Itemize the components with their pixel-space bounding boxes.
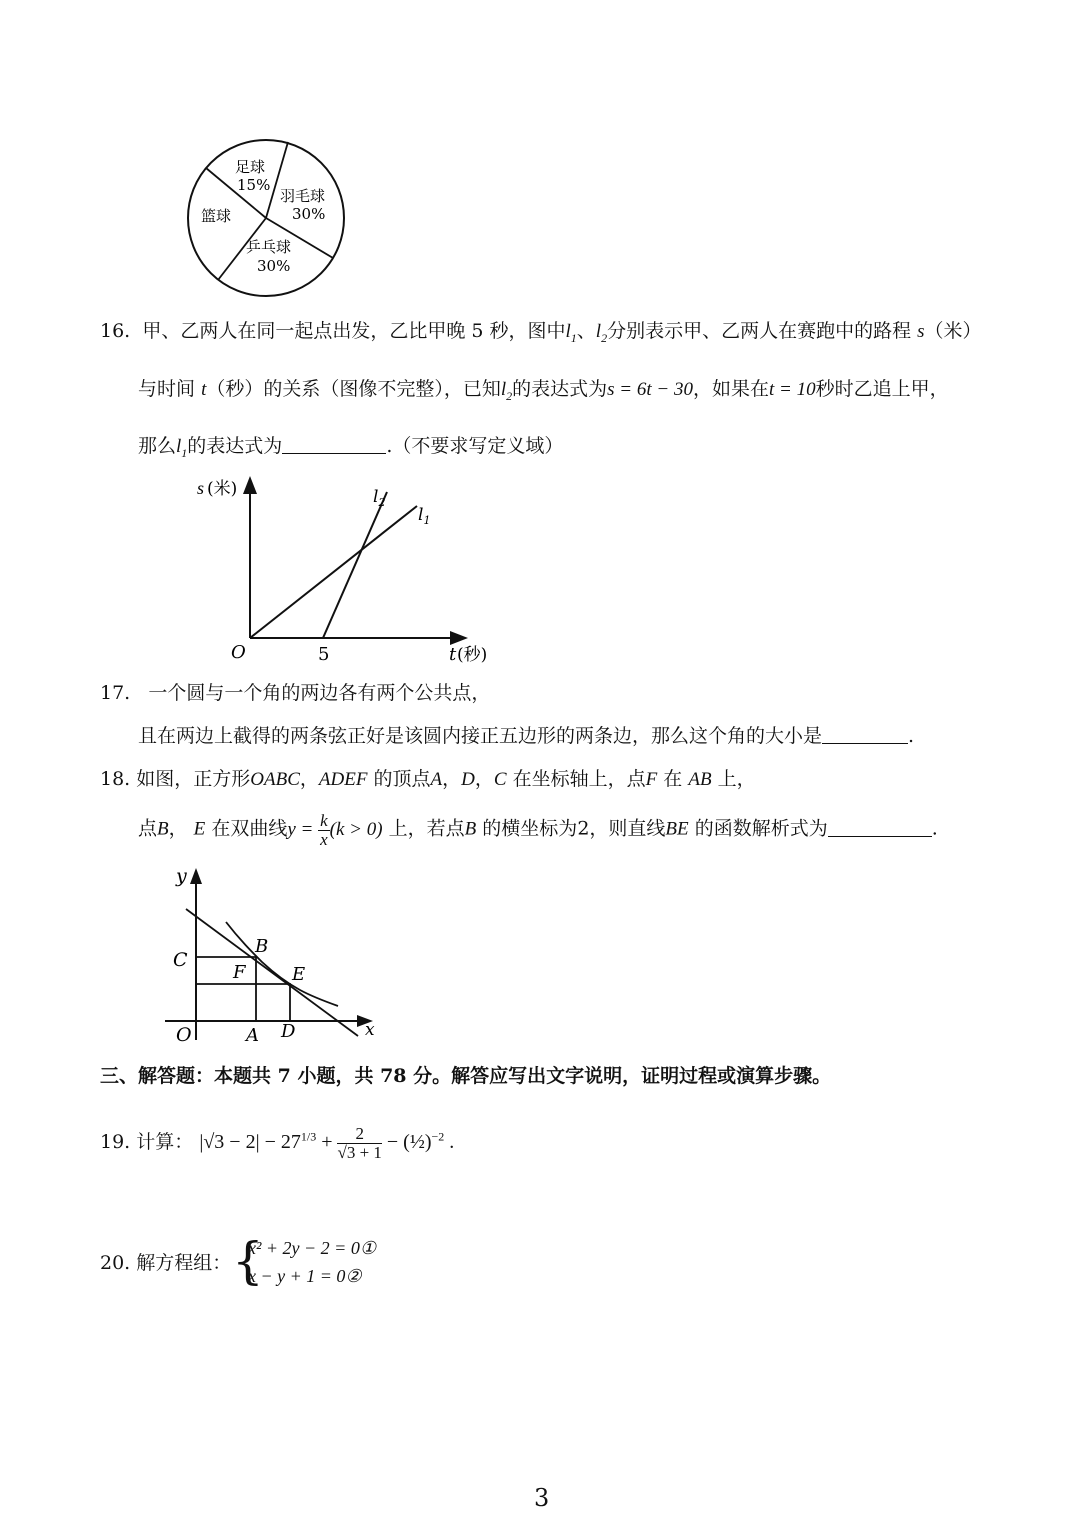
q16-text1: 甲、乙两人在同一起点出发，乙比甲晚 5 秒，图中 — [142, 320, 566, 342]
q16-graph-xlabel: (秒) — [457, 645, 488, 665]
q16-answer-blank[interactable] — [282, 436, 386, 454]
q18-y-arrow — [190, 868, 202, 884]
q18-text1d: 在坐标轴上，点 — [512, 768, 646, 790]
q16-graph-s: s — [197, 478, 205, 498]
page-number: 3 — [534, 1484, 550, 1512]
q16-graph-ylabel: (米) — [207, 479, 238, 499]
q17-number: 17. — [100, 682, 131, 704]
q16-text2c: 的表达式为 — [512, 378, 608, 400]
q20-eq2: x − y + 1 = 0② — [248, 1266, 362, 1286]
q19-expression: $|√3 - 2| - 27^{1/3}$ + $\frac{2}{√3 + 1}$ − (½)$^{-2}$ . — [199, 1124, 455, 1162]
pie-label-basketball: 篮球 — [201, 207, 232, 225]
q20-line — [100, 1252, 231, 1275]
q18-line2: 点B， E 在双曲线y = $\frac{k}{x}$ (k > 0) 上，若点B 的横坐标为2，则直线BE 的函数解析式为 . — [138, 811, 938, 849]
q18-square-oabc — [196, 957, 256, 1021]
q16-line3 — [138, 435, 563, 460]
pie-pct-badminton: 30% — [292, 205, 326, 223]
q18-text2b: 在双曲线 — [211, 817, 288, 840]
q16-x-arrow — [450, 631, 468, 645]
pie-label-football: 足球 — [235, 158, 266, 176]
q16-graph-t: t — [449, 644, 457, 665]
q18-oabc: OABC — [250, 769, 300, 790]
q18-text1a: 如图，正方形 — [136, 768, 251, 790]
q18-pt-b2: B — [464, 818, 477, 840]
q16-line1: 16. 甲、乙两人在同一起点出发，乙比甲晚 5 秒，图中$l_1$、$l_2$分别表示甲、乙两人在赛跑中的路程 s（米） — [100, 320, 982, 345]
q19-label: 19. 计算： — [100, 1130, 194, 1153]
q18-label-y: y — [176, 865, 187, 887]
q16-text2a: 与时间 — [138, 378, 196, 400]
q18-label-f: F — [233, 962, 246, 983]
q16-line-l1 — [250, 506, 417, 638]
q18-text1b: ， — [299, 768, 319, 790]
q16-l1: $l_1$ — [565, 321, 577, 345]
pie-pct-pingpong: 30% — [257, 257, 291, 275]
q19-line — [100, 1125, 454, 1162]
q17-answer-blank[interactable] — [822, 726, 908, 744]
q18-label-a: A — [246, 1025, 259, 1046]
q18-label-b: B — [255, 936, 269, 957]
q18-pt-f: F — [645, 769, 658, 790]
q18-text2c: 上，若点 — [388, 817, 465, 840]
q16-expr: s = 6t − 30 — [607, 379, 693, 400]
q16-text2e: 秒时乙追上甲， — [815, 378, 949, 400]
pie-pct-football: 15% — [237, 176, 271, 194]
q16-text1c: （米） — [924, 320, 982, 342]
q17-line2 — [138, 725, 914, 748]
q18-be: BE — [665, 818, 689, 840]
q16-text2b: （秒）的关系（图像不完整），已知 — [206, 378, 501, 400]
q18-graph — [160, 860, 400, 1050]
pie-label-pingpong: 乒乓球 — [246, 238, 292, 256]
q16-graph-label-l1: $l_1$ — [418, 505, 431, 527]
q18-label-c: C — [173, 949, 188, 971]
q18-text1c: 的顶点 — [373, 768, 431, 790]
q16-text3c: .（不要求写定义域） — [386, 435, 564, 457]
q18-square-adef — [196, 984, 290, 1021]
q18-label-d: D — [281, 1021, 296, 1042]
q18-pt-a: A — [430, 769, 443, 790]
q16-graph-origin: O — [231, 642, 246, 663]
q18-line1: 18. 如图，正方形OABC，ADEF 的顶点A，D，C 在坐标轴上，点F 在 AB 上， — [100, 768, 756, 790]
q16-line2 — [138, 378, 949, 403]
q16-graph — [185, 470, 505, 670]
q16-t: t — [201, 379, 207, 400]
q18-end: . — [931, 817, 938, 840]
q18-adef: ADEF — [318, 769, 368, 790]
section3-heading: 三、解答题：本题共 7 小题，共 78 分。解答应写出文字说明，证明过程或演算步骤。 — [100, 1065, 832, 1087]
q16-number: 16. — [100, 320, 131, 342]
q16-text1b: 分别表示甲、乙两人在赛跑中的路程 — [607, 320, 912, 342]
q18-label-e: E — [292, 964, 306, 985]
q16-l2: $l_2$ — [595, 321, 608, 345]
q18-text2f: 的函数解析式为 — [694, 817, 828, 840]
q16-text2d: ，如果在 — [692, 378, 769, 400]
q18-label-x: x — [365, 1020, 375, 1040]
q18-line-be — [186, 909, 358, 1036]
q16-l1b: $l_1$ — [176, 436, 188, 460]
q18-pt-e: E — [193, 818, 206, 840]
q18-text2d: 的横坐标为 — [482, 817, 578, 840]
q18-text2e: ，则直线 — [589, 817, 666, 840]
q18-hyperbola: y = $\frac{k}{x}$ (k > 0) — [287, 811, 383, 849]
q16-text3b: 的表达式为 — [187, 435, 283, 457]
q18-text2a: 点 — [138, 817, 158, 840]
q18-number: 18. — [100, 768, 131, 790]
q17-text1: 一个圆与一个角的两边各有两个公共点， — [148, 682, 491, 704]
q18-two: 2 — [577, 817, 590, 840]
q18-answer-blank[interactable] — [828, 819, 932, 837]
q16-graph-label-l2: $l_2$ — [373, 487, 386, 509]
q16-cond: t = 10 — [769, 379, 816, 400]
pie-label-badminton: 羽毛球 — [280, 187, 326, 205]
q18-text1e: 在 — [663, 768, 683, 790]
q18-label-o: O — [176, 1024, 192, 1046]
q18-ab: AB — [688, 769, 712, 790]
q16-s: s — [917, 321, 925, 342]
q16-y-arrow — [243, 476, 257, 494]
q16-line-l2 — [323, 492, 387, 638]
q17-line1 — [100, 682, 490, 705]
q18-pt-b: B — [157, 818, 169, 840]
q16-text3a: 那么 — [138, 435, 177, 457]
q18-pt-d: D — [461, 769, 475, 790]
q20-brace: { — [232, 1232, 264, 1290]
q20-label: 20. 解方程组： — [100, 1252, 232, 1274]
q18-text1f: 上， — [717, 768, 756, 790]
q16-graph-tick5: 5 — [318, 644, 330, 665]
q18-pt-c: C — [493, 769, 507, 790]
q17-text2: 且在两边上截得的两条弦正好是该圆内接正五边形的两条边，那么这个角的大小是 — [138, 725, 823, 747]
pie-chart — [180, 135, 360, 305]
q17-end: . — [908, 725, 915, 747]
q16-l2b: $l_2$ — [500, 379, 513, 403]
q20-eq1: x² + 2y − 2 = 0① — [248, 1238, 376, 1258]
